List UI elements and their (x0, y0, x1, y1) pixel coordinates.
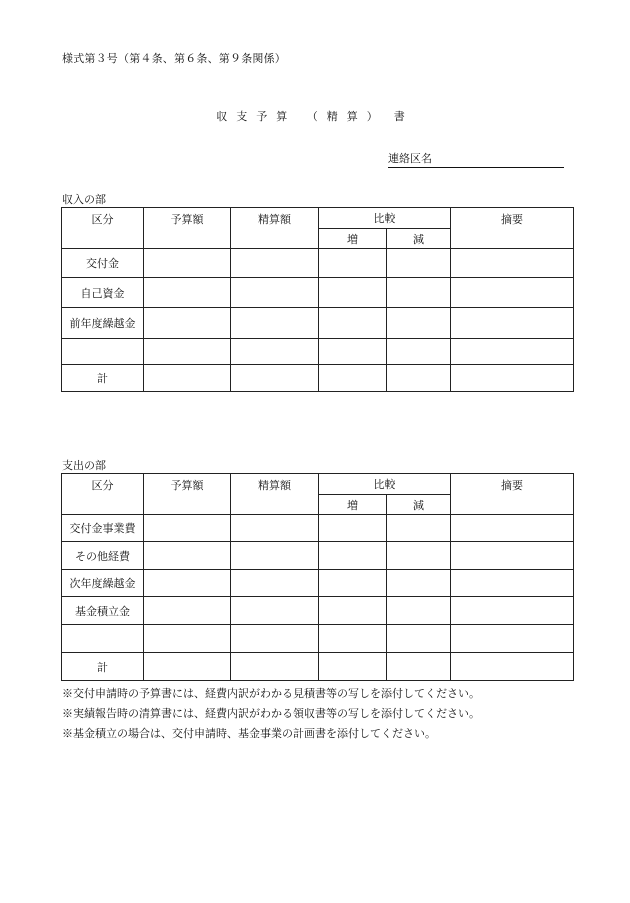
increase-cell[interactable] (319, 365, 387, 392)
form-number: 様式第３号（第４条、第６条、第９条関係） (62, 52, 286, 65)
row-category-label: 前年度繰越金 (62, 308, 144, 339)
budget-cell[interactable] (144, 570, 231, 597)
increase-cell[interactable] (319, 542, 387, 570)
expense-table-body (62, 515, 574, 681)
settled-cell[interactable] (231, 542, 319, 570)
row-category-label (62, 625, 144, 653)
decrease-cell[interactable] (387, 597, 451, 625)
header-comparison: 比較 (319, 474, 451, 495)
remarks-cell[interactable] (451, 308, 574, 339)
row-category-label: その他経費 (62, 542, 144, 570)
decrease-cell[interactable] (387, 625, 451, 653)
budget-cell[interactable] (144, 308, 231, 339)
settled-cell[interactable] (231, 625, 319, 653)
header-remarks: 摘要 (451, 474, 574, 515)
decrease-cell[interactable] (387, 365, 451, 392)
budget-cell[interactable] (144, 625, 231, 653)
remarks-cell[interactable] (451, 570, 574, 597)
decrease-cell[interactable] (387, 515, 451, 542)
title-paren: （精算） (306, 110, 387, 123)
budget-cell[interactable] (144, 278, 231, 308)
settled-cell[interactable] (231, 308, 319, 339)
decrease-cell[interactable] (387, 570, 451, 597)
income-table (61, 207, 574, 392)
table-row (62, 542, 574, 570)
settled-cell[interactable] (231, 597, 319, 625)
settled-cell[interactable] (231, 278, 319, 308)
remarks-cell[interactable] (451, 515, 574, 542)
budget-cell[interactable] (144, 542, 231, 570)
increase-cell[interactable] (319, 625, 387, 653)
row-category-label: 計 (62, 653, 144, 681)
contact-district-field[interactable]: 連絡区名 (388, 150, 564, 168)
settled-cell[interactable] (231, 653, 319, 681)
title-main: 収支予算 (216, 110, 297, 123)
budget-cell[interactable] (144, 365, 231, 392)
remarks-cell[interactable] (451, 249, 574, 278)
table-row (62, 597, 574, 625)
header-category: 区分 (62, 208, 144, 249)
notes (62, 684, 480, 744)
header-decrease: 減 (387, 495, 451, 515)
header-settled: 精算額 (231, 208, 319, 249)
increase-cell[interactable] (319, 570, 387, 597)
row-category-label: 基金積立金 (62, 597, 144, 625)
row-category-label: 次年度繰越金 (62, 570, 144, 597)
increase-cell[interactable] (319, 653, 387, 681)
header-budget: 予算額 (144, 474, 231, 515)
row-category-label: 計 (62, 365, 144, 392)
remarks-cell[interactable] (451, 597, 574, 625)
settled-cell[interactable] (231, 570, 319, 597)
document-title (0, 108, 630, 124)
remarks-cell[interactable] (451, 625, 574, 653)
table-row (62, 515, 574, 542)
header-remarks: 摘要 (451, 208, 574, 249)
decrease-cell[interactable] (387, 653, 451, 681)
decrease-cell[interactable] (387, 339, 451, 365)
settled-cell[interactable] (231, 339, 319, 365)
settled-cell[interactable] (231, 515, 319, 542)
budget-cell[interactable] (144, 515, 231, 542)
decrease-cell[interactable] (387, 542, 451, 570)
table-row (62, 653, 574, 681)
remarks-cell[interactable] (451, 278, 574, 308)
increase-cell[interactable] (319, 308, 387, 339)
budget-cell[interactable] (144, 249, 231, 278)
row-category-label: 交付金 (62, 249, 144, 278)
header-budget: 予算額 (144, 208, 231, 249)
title-suffix: 書 (393, 110, 414, 123)
row-category-label: 自己資金 (62, 278, 144, 308)
budget-cell[interactable] (144, 339, 231, 365)
header-increase: 増 (319, 495, 387, 515)
settled-cell[interactable] (231, 365, 319, 392)
table-row (62, 625, 574, 653)
table-row (62, 249, 574, 278)
note-item: ※実績報告時の清算書には、経費内訳がわかる領収書等の写しを添付してください。 (62, 707, 480, 720)
decrease-cell[interactable] (387, 278, 451, 308)
income-section-label: 収入の部 (62, 193, 106, 206)
increase-cell[interactable] (319, 339, 387, 365)
remarks-cell[interactable] (451, 339, 574, 365)
budget-cell[interactable] (144, 653, 231, 681)
header-category: 区分 (62, 474, 144, 515)
table-row (62, 365, 574, 392)
table-row (62, 339, 574, 365)
increase-cell[interactable] (319, 515, 387, 542)
header-comparison: 比較 (319, 208, 451, 229)
table-row (62, 570, 574, 597)
header-settled: 精算額 (231, 474, 319, 515)
table-row (62, 278, 574, 308)
budget-cell[interactable] (144, 597, 231, 625)
remarks-cell[interactable] (451, 365, 574, 392)
header-decrease: 減 (387, 229, 451, 249)
header-increase: 増 (319, 229, 387, 249)
settled-cell[interactable] (231, 249, 319, 278)
note-item: ※交付申請時の予算書には、経費内訳がわかる見積書等の写しを添付してください。 (62, 687, 480, 700)
increase-cell[interactable] (319, 278, 387, 308)
decrease-cell[interactable] (387, 308, 451, 339)
expense-table (61, 473, 574, 681)
row-category-label: 交付金事業費 (62, 515, 144, 542)
increase-cell[interactable] (319, 597, 387, 625)
note-item: ※基金積立の場合は、交付申請時、基金事業の計画書を添付してください。 (62, 727, 436, 740)
row-category-label (62, 339, 144, 365)
income-table-body (62, 249, 574, 392)
decrease-cell[interactable] (387, 249, 451, 278)
expense-section-label: 支出の部 (62, 459, 106, 472)
table-row (62, 308, 574, 339)
remarks-cell[interactable] (451, 542, 574, 570)
increase-cell[interactable] (319, 249, 387, 278)
remarks-cell[interactable] (451, 653, 574, 681)
